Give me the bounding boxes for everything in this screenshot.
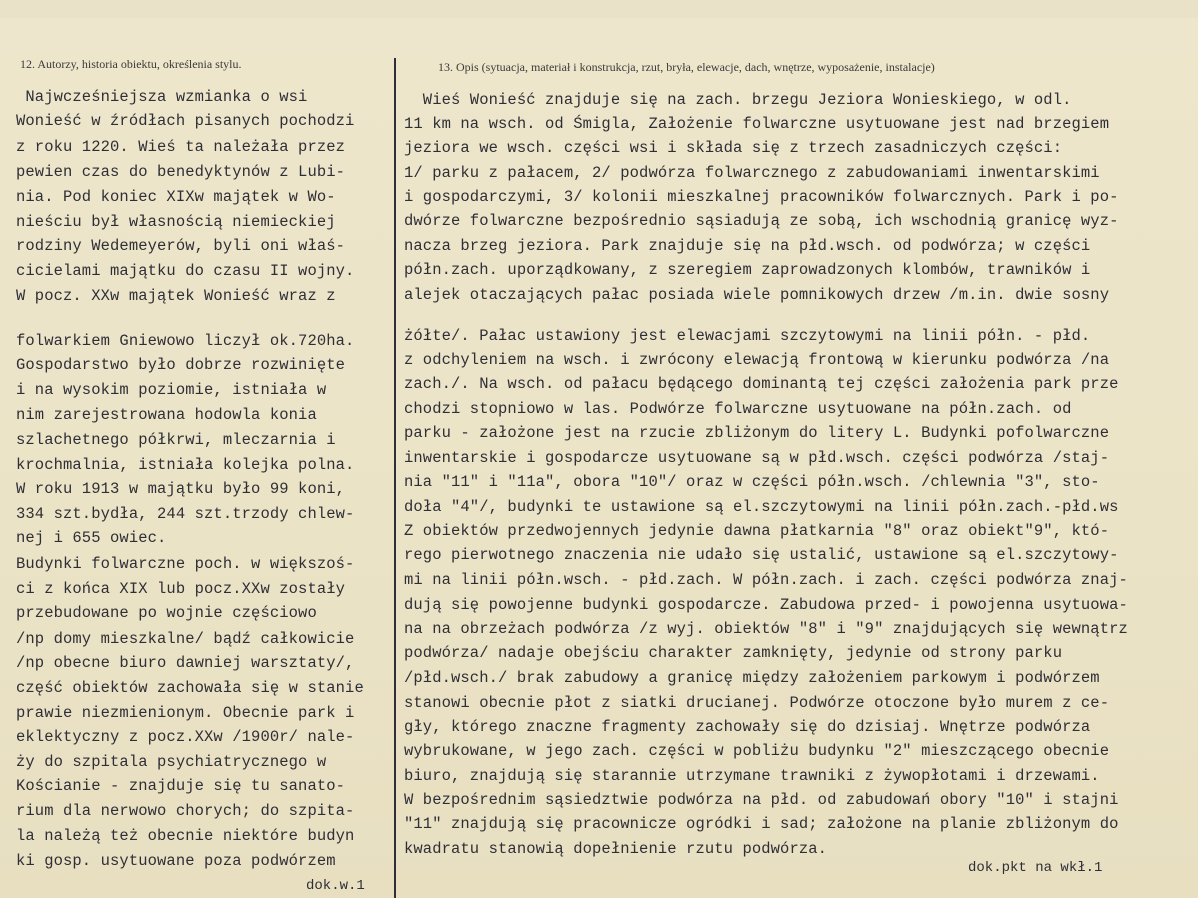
description-text-line: dują się powojenne budynki gospodarcze. Zabudowa przed- i powojenna usytuowa- — [404, 596, 1128, 614]
description-text-line: z odchyleniem na wsch. i zwrócony elewacją frontową w kierunku podwórza /na — [404, 351, 1110, 369]
description-text-line: chodzi stopniowo w las. Podwórze folwarczne usytuowane na półn.zach. od — [404, 400, 1072, 418]
description-text-line: alejek otaczających pałac posiada wiele pomnikowych drzew /m.in. dwie sosny — [404, 286, 1110, 304]
description-text-line: kwadratu stanowią dopełnienie rzutu podwórza. — [404, 840, 828, 858]
history-text-line: nej i 655 owiec. — [16, 529, 167, 547]
description-text-line: żółte/. Pałac ustawiony jest elewacjami szczytowymi na linii półn. - płd. — [404, 327, 1091, 345]
history-text-line: i na wysokim poziomie, istniała w — [16, 381, 327, 399]
history-text-line: ki gosp. usytuowane poza podwórzem — [16, 852, 336, 870]
history-text-line: Wonieść w źródłach pisanych pochodzi — [16, 112, 355, 130]
history-text-line: Kościanie - znajduje się tu sanato- — [16, 777, 346, 795]
description-text-line: stanowi obecnie płot z siatki drucianej. Podwórze otoczone było murem z ce- — [404, 694, 1110, 712]
history-text-line: W roku 1913 w majątku było 99 koni, — [16, 480, 346, 498]
section-13-heading: 13. Opis (sytuacja, materiał i konstrukcja, rzut, bryła, elewacje, dach, wnętrze, wyposażenie, instalacje) — [438, 60, 935, 74]
description-text-line: nacza brzeg jeziora. Park znajduje się na płd.wsch. od podwórza; w części — [404, 237, 1091, 255]
history-text-line: W pocz. XXw majątek Wonieść wraz z — [16, 287, 336, 305]
history-text-line: nia. Pod koniec XIXw majątek w Wo- — [16, 188, 336, 206]
description-text-line: Wieś Wonieść znajduje się na zach. brzegu Jeziora Wonieskiego, w odl. — [404, 91, 1072, 109]
history-text-line: krochmalnia, istniała kolejka polna. — [16, 456, 355, 474]
description-text-line: /płd.wsch./ brak zabudowy a granicę między założeniem parkowym i podwórzem — [404, 669, 1100, 687]
history-text-line: la należą też obecnie niektóre budyn — [16, 827, 355, 845]
description-text-line: parku - założone jest na rzucie zbliżonym do litery L. Budynki pofolwarczne — [404, 424, 1110, 442]
history-text-line: Gospodarstwo było dobrze rozwinięte — [16, 356, 346, 374]
section-12-heading: 12. Autorzy, historia obiektu, określenia stylu. — [20, 57, 242, 71]
history-text-line: cicielami majątku do czasu II wojny. — [16, 262, 355, 280]
history-text-line: /np obecne biuro dawniej warsztaty/, — [16, 654, 355, 672]
history-text-line: ży do szpitala psychiatrycznego w — [16, 753, 327, 771]
history-text-line: część obiektów zachowała się w stanie — [16, 679, 364, 697]
description-text-line: Z obiektów przedwojennych jedynie dawna płatkarnia "8" oraz obiekt"9", któ- — [404, 522, 1110, 540]
history-text-line: ci z końca XIX lub pocz.XXw zostały — [16, 580, 346, 598]
left-footer-note: dok.w.1 — [306, 878, 365, 894]
column-divider — [394, 58, 396, 898]
history-text-line: prawie niezmienionym. Obecnie park i — [16, 704, 355, 722]
history-text-line: Najwcześniejsza wzmianka o wsi — [16, 88, 308, 106]
description-text-line: 11 km na wsch. od Śmigla, Założenie folwarczne usytuowane jest nad brzegiem — [404, 115, 1110, 133]
history-text-line: szlachetnego półkrwi, mleczarnia i — [16, 431, 336, 449]
right-footer-note: dok.pkt na wkł.1 — [968, 860, 1103, 876]
history-text-line: eklektyczny z pocz.XXw /1900r/ nale- — [16, 728, 355, 746]
description-text-line: doła "4"/, budynki te ustawione są el.szczytowymi na linii półn.zach.-płd.ws — [404, 498, 1119, 516]
history-text-line: rodziny Wedemeyerów, byli oni właś- — [16, 237, 346, 255]
description-text-line: W bezpośrednim sąsiedztwie podwórza na płd. od zabudowań obory "10" i stajni — [404, 791, 1119, 809]
description-text-line: podwórza/ nadaje obejściu charakter zamknięty, jedynie od strony parku — [404, 644, 1063, 662]
description-text-line: wybrukowane, w jego zach. części w pobliżu budynku "2" mieszczącego obecnie — [404, 742, 1110, 760]
description-text-line: 1/ parku z pałacem, 2/ podwórza folwarcznego z zabudowaniami inwentarskimi — [404, 164, 1100, 182]
history-text-line: rium dla nerwowo chorych; do szpita- — [16, 802, 355, 820]
history-text-line: nieściu był własnością niemieckiej — [16, 213, 336, 231]
history-text-line: z roku 1220. Wieś ta należała przez — [16, 138, 346, 156]
top-edge — [0, 0, 1198, 18]
description-text-line: półn.zach. uporządkowany, z szeregiem zaprowadzonych klombów, trawników i — [404, 261, 1091, 279]
description-text-line: i gospodarczymi, 3/ kolonii mieszkalnej pracowników folwarcznych. Park i po- — [404, 188, 1119, 206]
history-text-line: Budynki folwarczne poch. w większoś- — [16, 555, 355, 573]
description-text-line: nia "11" i "11a", obora "10"/ oraz w części półn.wsch. /chlewnia "3", sto- — [404, 473, 1100, 491]
history-text-line: pewien czas do benedyktynów z Lubi- — [16, 163, 346, 181]
description-text-line: inwentarskie i gospodarcze usytuowane są w płd.wsch. części podwórza /staj- — [404, 449, 1110, 467]
description-text-line: dwórze folwarczne bezpośrednio sąsiadują ze sobą, ich wschodnią granicę wyz- — [404, 212, 1119, 230]
description-text-line: zach./. Na wsch. od pałacu będącego dominantą tej części założenia park prze — [404, 375, 1119, 393]
description-text-line: mi na linii półn.wsch. - płd.zach. W półn.zach. i zach. części podwórza znaj- — [404, 571, 1128, 589]
history-text-line: folwarkiem Gniewowo liczył ok.720ha. — [16, 332, 355, 350]
description-text-line: gły, którego znaczne fragmenty zachowały się do dzisiaj. Wnętrze podwórza — [404, 718, 1091, 736]
history-text-line: 334 szt.bydła, 244 szt.trzody chlew- — [16, 505, 355, 523]
history-text-line: nim zarejestrowana hodowla konia — [16, 406, 317, 424]
history-text-line: przebudowane po wojnie częściowo — [16, 604, 317, 622]
description-text-line: jeziora we wsch. części wsi i składa się z trzech zasadniczych części: — [404, 139, 1063, 157]
description-text-line: biuro, znajdują się starannie utrzymane trawniki z żywopłotami i drzewami. — [404, 767, 1100, 785]
description-text-line: rego pierwotnego znaczenia nie udało się ustalić, ustawione są el.szczytowy- — [404, 546, 1119, 564]
description-text-line: na na obrzeżach podwórza /z wyj. obiektów "8" i "9" znajdujących się wewnątrz — [404, 620, 1128, 638]
history-text-line: /np domy mieszkalne/ bądź całkowicie — [16, 630, 355, 648]
description-text-line: "11" znajdują się pracownicze ogródki i sad; założone na planie zbliżonym do — [404, 815, 1119, 833]
